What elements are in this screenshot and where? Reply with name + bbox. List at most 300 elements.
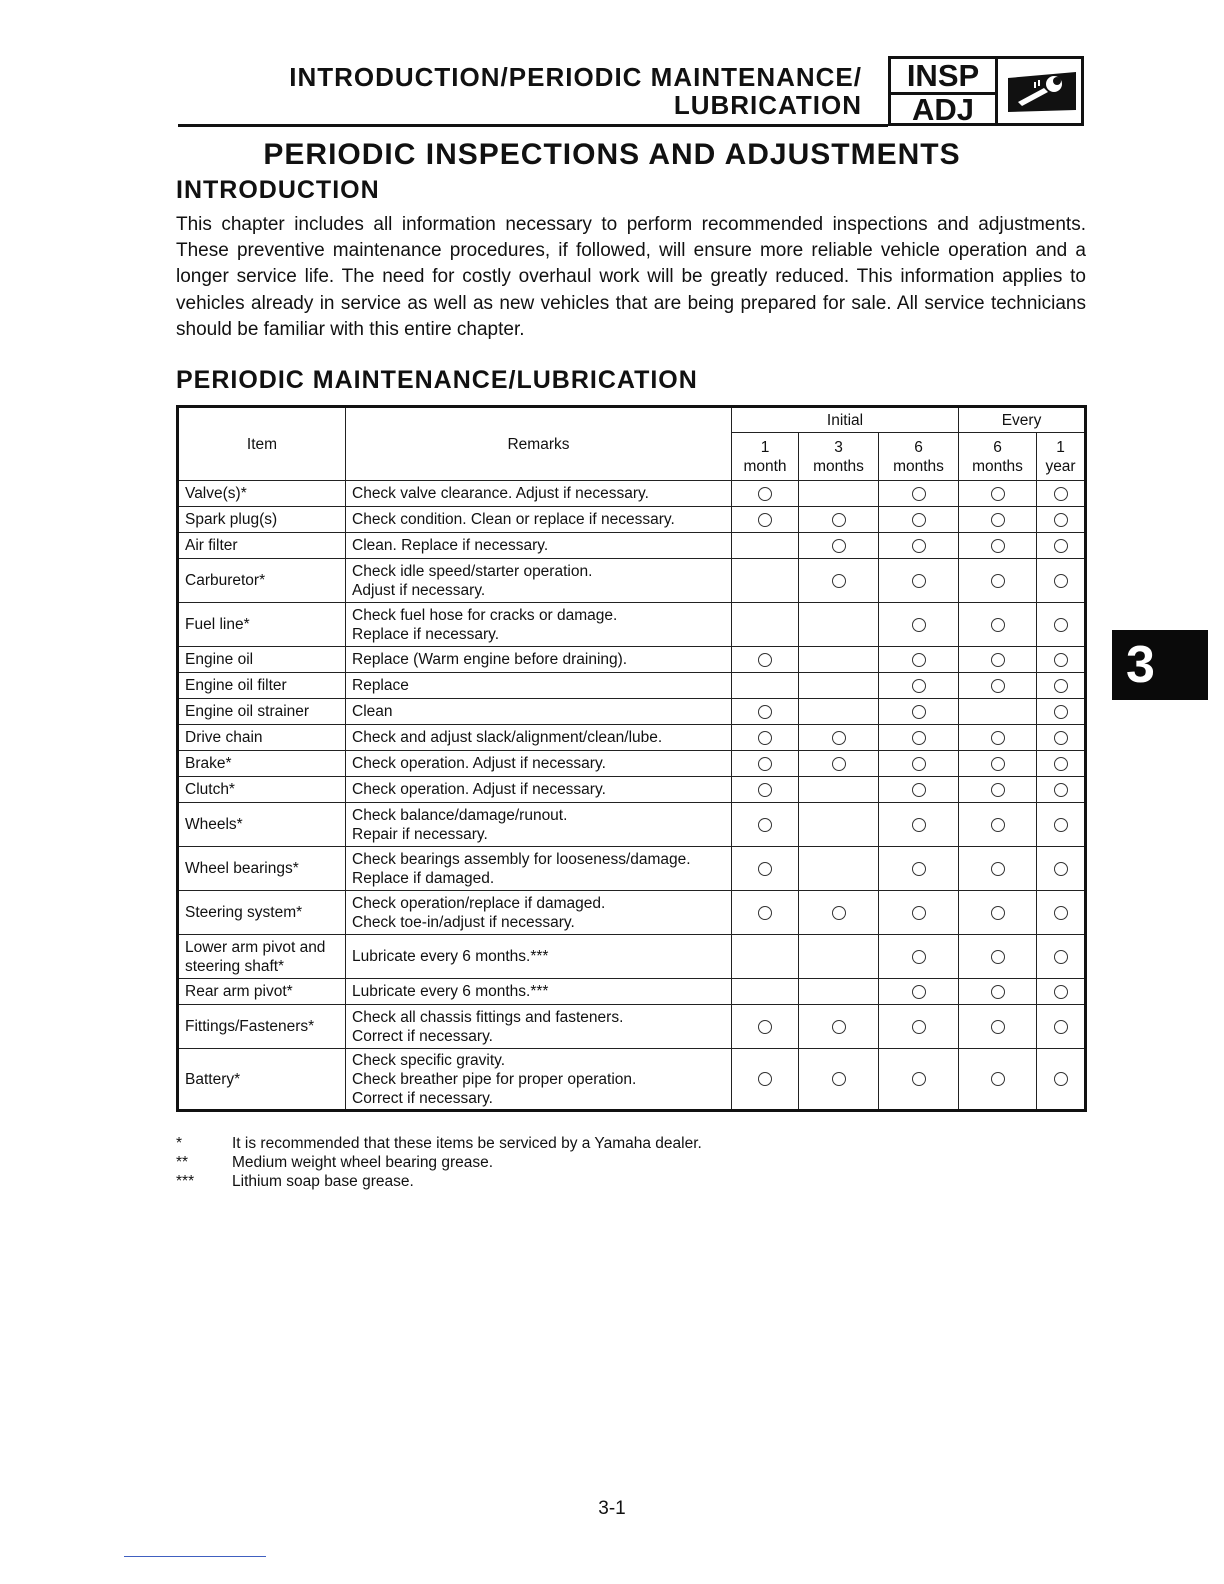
remarks-cell — [346, 673, 732, 699]
item-text: Valve(s)* — [185, 485, 247, 502]
check-circle-icon — [991, 618, 1005, 632]
check-circle-icon — [991, 574, 1005, 588]
interval-cell — [1037, 777, 1086, 803]
item-cell — [178, 803, 346, 847]
remarks-text: Check specific gravity. — [352, 1051, 506, 1069]
interval-number: 3 — [834, 438, 843, 456]
item-text: Clutch* — [185, 781, 235, 798]
remarks-cell — [346, 559, 732, 603]
interval-cell — [1037, 847, 1086, 891]
interval-cell — [732, 481, 799, 507]
check-circle-icon — [991, 513, 1005, 527]
remarks-cell — [346, 803, 732, 847]
group-every-header: Every — [959, 407, 1086, 433]
check-circle-icon — [1054, 1072, 1068, 1086]
interval-cell — [799, 647, 879, 673]
check-circle-icon — [991, 731, 1005, 745]
remarks-text: Replace — [352, 677, 409, 694]
interval-cell — [732, 1005, 799, 1049]
interval-cell — [732, 751, 799, 777]
check-circle-icon — [1054, 757, 1068, 771]
table-row — [178, 777, 1086, 803]
remarks-text: Check toe-in/adjust if necessary. — [352, 913, 575, 931]
check-circle-icon — [758, 653, 772, 667]
remarks-text: Correct if necessary. — [352, 1089, 493, 1107]
table-row — [178, 673, 1086, 699]
remarks-text: Replace (Warm engine before draining). — [352, 651, 628, 668]
maintenance-heading: PERIODIC MAINTENANCE/LUBRICATION — [176, 366, 698, 394]
remarks-cell — [346, 533, 732, 559]
interval-cell — [879, 891, 959, 935]
interval-cell — [732, 699, 799, 725]
interval-cell — [799, 699, 879, 725]
interval-cell — [1037, 699, 1086, 725]
remarks-text: Check fuel hose for cracks or damage. — [352, 606, 618, 624]
item-cell — [178, 751, 346, 777]
footnote-mark: * — [176, 1135, 183, 1152]
interval-cell — [799, 1049, 879, 1111]
check-circle-icon — [1054, 574, 1068, 588]
interval-cell — [732, 647, 799, 673]
footnote-mark: ** — [176, 1154, 189, 1171]
item-cell — [178, 507, 346, 533]
interval-cell — [959, 1005, 1037, 1049]
interval-cell — [799, 777, 879, 803]
interval-cell — [879, 1049, 959, 1111]
interval-cell — [959, 1049, 1037, 1111]
interval-cell — [732, 673, 799, 699]
item-cell — [178, 1005, 346, 1049]
item-text: Lower arm pivot and — [185, 938, 326, 956]
interval-cell — [1037, 891, 1086, 935]
item-cell — [178, 699, 346, 725]
remarks-cell — [346, 699, 732, 725]
remarks-cell — [346, 847, 732, 891]
check-circle-icon — [758, 818, 772, 832]
interval-number: 1 — [760, 438, 770, 456]
interval-cell — [799, 891, 879, 935]
interval-cell — [959, 647, 1037, 673]
remarks-cell — [346, 777, 732, 803]
interval-cell — [879, 559, 959, 603]
check-circle-icon — [832, 1072, 846, 1086]
table-row — [178, 725, 1086, 751]
footnote-mark: *** — [176, 1173, 195, 1190]
check-circle-icon — [1054, 906, 1068, 920]
check-circle-icon — [912, 513, 926, 527]
item-text: Fuel line* — [185, 616, 250, 633]
interval-cell — [959, 891, 1037, 935]
check-circle-icon — [991, 950, 1005, 964]
interval-number: 6 — [914, 438, 923, 456]
section-badge — [888, 56, 1084, 126]
footnote-text: It is recommended that these items be serviced by a Yamaha dealer. — [232, 1135, 702, 1152]
interval-cell — [959, 533, 1037, 559]
item-text: Wheel bearings* — [185, 860, 299, 877]
remarks-cell — [346, 481, 732, 507]
interval-cell — [799, 1005, 879, 1049]
remarks-text: Check operation. Adjust if necessary. — [352, 781, 606, 798]
interval-unit: months — [813, 457, 864, 475]
item-cell — [178, 647, 346, 673]
group-initial-header: Initial — [732, 407, 959, 433]
page-number: 3-1 — [598, 1498, 626, 1519]
item-cell — [178, 481, 346, 507]
item-text: Air filter — [185, 537, 238, 554]
interval-unit: months — [893, 457, 944, 475]
interval-cell — [799, 751, 879, 777]
item-text: Engine oil filter — [185, 677, 287, 694]
table-row — [178, 935, 1086, 979]
col-item-header: Item — [178, 407, 346, 481]
interval-cell — [732, 507, 799, 533]
interval-cell — [879, 935, 959, 979]
item-cell — [178, 559, 346, 603]
wrench-icon — [1004, 68, 1080, 116]
check-circle-icon — [832, 757, 846, 771]
item-cell — [178, 673, 346, 699]
check-circle-icon — [991, 757, 1005, 771]
check-circle-icon — [912, 487, 926, 501]
item-text: Rear arm pivot* — [185, 983, 293, 1000]
remarks-cell — [346, 647, 732, 673]
maintenance-table — [176, 405, 1087, 1112]
interval-cell — [879, 533, 959, 559]
table-row — [178, 979, 1086, 1005]
interval-cell — [879, 507, 959, 533]
col-remarks-header: Remarks — [346, 407, 732, 481]
maintenance-table-body — [178, 481, 1086, 1111]
table-row — [178, 603, 1086, 647]
check-circle-icon — [991, 1072, 1005, 1086]
interval-cell — [732, 803, 799, 847]
check-circle-icon — [1054, 731, 1068, 745]
header-line-1: INTRODUCTION/PERIODIC MAINTENANCE/ — [289, 62, 862, 92]
check-circle-icon — [991, 487, 1005, 501]
check-circle-icon — [912, 1072, 926, 1086]
badge-adj: ADJ — [911, 92, 974, 127]
interval-cell — [959, 481, 1037, 507]
item-text: steering shaft* — [185, 957, 285, 975]
check-circle-icon — [758, 731, 772, 745]
check-circle-icon — [832, 574, 846, 588]
interval-cell — [1037, 1049, 1086, 1111]
remarks-text: Correct if necessary. — [352, 1027, 493, 1045]
table-row — [178, 1005, 1086, 1049]
check-circle-icon — [912, 862, 926, 876]
interval-cell — [799, 847, 879, 891]
check-circle-icon — [912, 818, 926, 832]
remarks-text: Check idle speed/starter operation. — [352, 562, 593, 580]
item-cell — [178, 891, 346, 935]
interval-unit: year — [1045, 457, 1076, 475]
item-cell — [178, 777, 346, 803]
interval-cell — [879, 979, 959, 1005]
interval-cell — [799, 979, 879, 1005]
item-cell — [178, 533, 346, 559]
interval-cell — [879, 725, 959, 751]
remarks-cell — [346, 1049, 732, 1111]
remarks-text: Adjust if necessary. — [352, 581, 486, 599]
footnote-text: Lithium soap base grease. — [232, 1173, 414, 1190]
check-circle-icon — [991, 539, 1005, 553]
footnote-text: Medium weight wheel bearing grease. — [232, 1154, 494, 1171]
check-circle-icon — [832, 539, 846, 553]
remarks-cell — [346, 1005, 732, 1049]
check-circle-icon — [912, 539, 926, 553]
interval-cell — [879, 751, 959, 777]
check-circle-icon — [912, 679, 926, 693]
interval-cell — [799, 533, 879, 559]
check-circle-icon — [1054, 985, 1068, 999]
remarks-text: Check bearings assembly for looseness/damage. — [352, 850, 691, 868]
check-circle-icon — [1054, 950, 1068, 964]
remarks-text: Check valve clearance. Adjust if necessary. — [352, 485, 649, 502]
interval-cell — [799, 507, 879, 533]
item-text: Engine oil — [185, 651, 254, 668]
table-row — [178, 647, 1086, 673]
check-circle-icon — [1054, 705, 1068, 719]
interval-cell — [959, 673, 1037, 699]
badge-divider — [995, 59, 998, 123]
interval-cell — [732, 777, 799, 803]
check-circle-icon — [1054, 783, 1068, 797]
remarks-text: Check operation. Adjust if necessary. — [352, 755, 606, 772]
interval-number: 1 — [1056, 438, 1065, 456]
interval-cell — [1037, 603, 1086, 647]
interval-cell — [732, 891, 799, 935]
interval-cell — [799, 603, 879, 647]
interval-cell — [799, 673, 879, 699]
interval-cell — [1037, 1005, 1086, 1049]
table-row — [178, 559, 1086, 603]
check-circle-icon — [758, 1020, 772, 1034]
check-circle-icon — [758, 783, 772, 797]
table-row — [178, 481, 1086, 507]
table-row — [178, 699, 1086, 725]
table-row — [178, 751, 1086, 777]
interval-cell — [879, 1005, 959, 1049]
remarks-text: Check breather pipe for proper operation. — [352, 1070, 637, 1088]
remarks-cell — [346, 751, 732, 777]
intro-heading: INTRODUCTION — [176, 176, 380, 204]
interval-cell — [1037, 533, 1086, 559]
interval-cell — [879, 603, 959, 647]
check-circle-icon — [991, 985, 1005, 999]
check-circle-icon — [912, 906, 926, 920]
remarks-text: Check operation/replace if damaged. — [352, 894, 606, 912]
table-row — [178, 847, 1086, 891]
interval-cell — [959, 751, 1037, 777]
remarks-text: Lubricate every 6 months.*** — [352, 948, 549, 965]
interval-cell — [732, 603, 799, 647]
interval-cell — [879, 803, 959, 847]
interval-cell — [732, 725, 799, 751]
interval-cell — [959, 803, 1037, 847]
item-cell — [178, 935, 346, 979]
remarks-text: Repair if necessary. — [352, 825, 488, 843]
item-text: Spark plug(s) — [185, 511, 278, 528]
page-header — [178, 58, 888, 127]
interval-cell — [959, 935, 1037, 979]
interval-cell — [1037, 559, 1086, 603]
table-row — [178, 891, 1086, 935]
remarks-text: Clean — [352, 703, 393, 720]
badge-insp: INSP — [891, 59, 995, 95]
check-circle-icon — [991, 653, 1005, 667]
check-circle-icon — [1054, 679, 1068, 693]
remarks-cell — [346, 979, 732, 1005]
check-circle-icon — [758, 906, 772, 920]
interval-cell — [1037, 935, 1086, 979]
interval-cell — [732, 559, 799, 603]
check-circle-icon — [758, 487, 772, 501]
item-cell — [178, 979, 346, 1005]
interval-cell — [732, 533, 799, 559]
check-circle-icon — [758, 705, 772, 719]
check-circle-icon — [912, 1020, 926, 1034]
interval-cell — [1037, 725, 1086, 751]
item-text: Engine oil strainer — [185, 703, 310, 720]
interval-cell — [959, 777, 1037, 803]
check-circle-icon — [1054, 487, 1068, 501]
table-row — [178, 1049, 1086, 1111]
interval-cell — [959, 725, 1037, 751]
check-circle-icon — [758, 862, 772, 876]
remarks-text: Replace if damaged. — [352, 869, 495, 887]
table-row — [178, 533, 1086, 559]
interval-unit: months — [972, 457, 1023, 475]
interval-cell — [732, 847, 799, 891]
check-circle-icon — [1054, 818, 1068, 832]
remarks-text: Lubricate every 6 months.*** — [352, 983, 549, 1000]
item-cell — [178, 725, 346, 751]
check-circle-icon — [758, 1072, 772, 1086]
check-circle-icon — [991, 679, 1005, 693]
item-text: Brake* — [185, 755, 232, 772]
check-circle-icon — [1054, 862, 1068, 876]
interval-cell — [799, 935, 879, 979]
interval-cell — [1037, 647, 1086, 673]
interval-cell — [879, 647, 959, 673]
remarks-cell — [346, 507, 732, 533]
check-circle-icon — [912, 653, 926, 667]
check-circle-icon — [991, 862, 1005, 876]
remarks-text: Clean. Replace if necessary. — [352, 537, 549, 554]
interval-cell — [799, 481, 879, 507]
check-circle-icon — [912, 985, 926, 999]
check-circle-icon — [912, 757, 926, 771]
check-circle-icon — [1054, 513, 1068, 527]
interval-cell — [879, 673, 959, 699]
interval-cell — [879, 777, 959, 803]
item-text: Drive chain — [185, 729, 263, 746]
item-text: Fittings/Fasteners* — [185, 1018, 315, 1035]
check-circle-icon — [1054, 539, 1068, 553]
interval-cell — [1037, 751, 1086, 777]
intro-paragraph: This chapter includes all information necessary to perform recommended inspections and adjustments. These preventive maintenance procedures, if followed, will ensure more reliable vehicle operation and a longer service life. The need for costly overhaul work will be greatly reduced. This information applies to vehicles already in service as well as new vehicles that are being prepared for sale. All service technicians should be familiar with this entire chapter. — [176, 214, 1086, 340]
check-circle-icon — [758, 513, 772, 527]
check-circle-icon — [758, 757, 772, 771]
interval-cell — [1037, 803, 1086, 847]
interval-header — [879, 433, 959, 481]
interval-cell — [1037, 481, 1086, 507]
interval-number: 6 — [993, 438, 1002, 456]
chapter-tab: 3 — [1112, 630, 1208, 700]
remarks-cell — [346, 935, 732, 979]
remarks-text: Check balance/damage/runout. — [352, 806, 568, 824]
remarks-cell — [346, 603, 732, 647]
page-title: PERIODIC INSPECTIONS AND ADJUSTMENTS — [263, 138, 961, 171]
check-circle-icon — [832, 1020, 846, 1034]
check-circle-icon — [832, 731, 846, 745]
item-cell — [178, 847, 346, 891]
item-text: Steering system* — [185, 904, 303, 921]
check-circle-icon — [912, 618, 926, 632]
check-circle-icon — [991, 818, 1005, 832]
item-text: Wheels* — [185, 816, 243, 833]
interval-unit: month — [743, 457, 787, 475]
interval-cell — [732, 979, 799, 1005]
check-circle-icon — [832, 513, 846, 527]
interval-header — [732, 433, 799, 481]
check-circle-icon — [912, 705, 926, 719]
check-circle-icon — [1054, 618, 1068, 632]
interval-cell — [799, 803, 879, 847]
check-circle-icon — [912, 731, 926, 745]
interval-cell — [1037, 507, 1086, 533]
interval-cell — [732, 1049, 799, 1111]
page-bottom-rule — [124, 1556, 266, 1557]
interval-cell — [959, 559, 1037, 603]
interval-cell — [959, 979, 1037, 1005]
item-cell — [178, 603, 346, 647]
interval-cell — [1037, 979, 1086, 1005]
interval-cell — [959, 507, 1037, 533]
check-circle-icon — [1054, 1020, 1068, 1034]
interval-cell — [879, 699, 959, 725]
interval-cell — [959, 699, 1037, 725]
interval-cell — [732, 935, 799, 979]
interval-cell — [959, 603, 1037, 647]
check-circle-icon — [991, 783, 1005, 797]
interval-cell — [959, 847, 1037, 891]
table-row — [178, 507, 1086, 533]
check-circle-icon — [912, 574, 926, 588]
interval-header — [1037, 433, 1086, 481]
remarks-cell — [346, 725, 732, 751]
item-cell — [178, 1049, 346, 1111]
remarks-text: Check and adjust slack/alignment/clean/lube. — [352, 729, 663, 746]
interval-header — [799, 433, 879, 481]
item-text: Battery* — [185, 1070, 241, 1088]
interval-cell — [1037, 673, 1086, 699]
table-row — [178, 803, 1086, 847]
check-circle-icon — [912, 950, 926, 964]
remarks-text: Replace if necessary. — [352, 625, 500, 643]
check-circle-icon — [912, 783, 926, 797]
check-circle-icon — [991, 1020, 1005, 1034]
item-text: Carburetor* — [185, 572, 266, 589]
interval-cell — [799, 559, 879, 603]
interval-header — [959, 433, 1037, 481]
header-line-2: LUBRICATION — [673, 90, 862, 120]
check-circle-icon — [991, 906, 1005, 920]
remarks-cell — [346, 891, 732, 935]
check-circle-icon — [832, 906, 846, 920]
remarks-text: Check condition. Clean or replace if necessary. — [352, 511, 675, 528]
check-circle-icon — [1054, 653, 1068, 667]
